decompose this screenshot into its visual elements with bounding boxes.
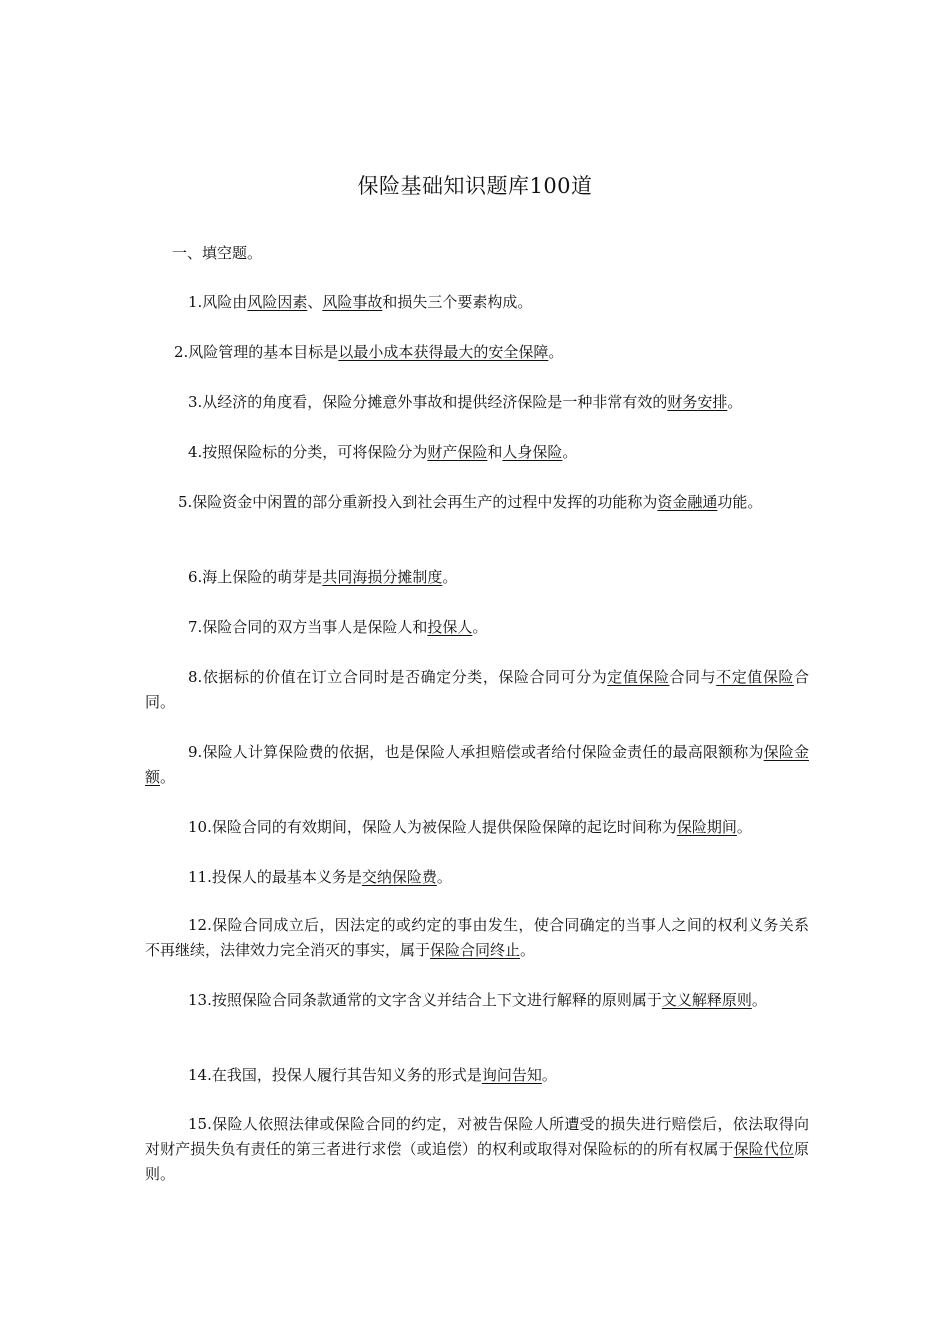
question-15: [145, 1112, 809, 1187]
question-text: 14.在我国，投保人履行其告知义务的形式是: [188, 1066, 482, 1084]
question-text: 合同与: [669, 668, 717, 686]
question-5: [145, 490, 809, 515]
question-14: [145, 1063, 809, 1088]
question-1: [145, 290, 809, 315]
question-text: 。: [541, 1066, 557, 1084]
answer-blank: 以最小成本获得最大的安全保障: [338, 343, 549, 361]
question-text: 5.保险资金中闲置的部分重新投入到社会再生产的过程中发挥的功能称为: [178, 493, 658, 511]
question-text: 13.按照保险合同条款通常的文字含义并结合上下文进行解释的原则属于: [188, 991, 662, 1009]
question-text: 和: [487, 443, 503, 461]
answer-blank: 交纳保险费: [361, 868, 437, 886]
answer-blank: 保险合同终止: [430, 941, 521, 959]
question-text: 3.从经济的角度看，保险分摊意外事故和提供经济保险是一种非常有效的: [188, 393, 668, 411]
answer-blank: 共同海损分摊制度: [322, 568, 443, 586]
question-text: 6.海上保险的萌芽是: [188, 568, 323, 586]
question-text: 15.保险人依照法律或保险合同的约定，对被告保险人所遭受的损失进行赔偿后，依法取得向对财产损失负有责任的第三者进行求偿（或追偿）的权利或取得对保险标的的所有权属于: [145, 1115, 809, 1158]
document-title: 保险基础知识题库100道: [357, 174, 593, 198]
answer-blank: 资金融通: [657, 493, 718, 511]
answer-blank: 风险事故: [322, 293, 383, 311]
question-text: 7.保险合同的双方当事人是保险人和: [188, 618, 428, 636]
question-text: 10.保险合同的有效期间，保险人为被保险人提供保险保障的起讫时间称为: [188, 818, 677, 836]
question-text: 。: [562, 443, 578, 461]
answer-blank: 保险期间: [676, 818, 737, 836]
question-text: 。: [548, 343, 564, 361]
question-text: 和损失三个要素构成。: [382, 293, 533, 311]
question-text: 原则。: [145, 1140, 809, 1183]
question-text: 8.依据标的价值在订立合同时是否确定分类，保险合同可分为: [188, 668, 608, 686]
question-10: [145, 815, 809, 840]
answer-blank: 询问告知: [481, 1066, 542, 1084]
question-text: 1.风险由: [188, 293, 248, 311]
question-3: [145, 390, 809, 415]
question-text: 。: [520, 941, 536, 959]
question-text: 。: [472, 618, 488, 636]
question-text: 。: [160, 768, 176, 786]
question-13: [145, 988, 809, 1013]
answer-blank: 不定值保险: [716, 668, 794, 686]
answer-blank: 保险金额: [145, 743, 809, 786]
question-text: 。: [751, 991, 767, 1009]
question-8: [145, 665, 809, 715]
question-text: 。: [736, 818, 752, 836]
question-text: 功能。: [717, 493, 763, 511]
question-text: 2.风险管理的基本目标是: [174, 343, 339, 361]
answer-blank: 文义解释原则: [661, 991, 752, 1009]
question-text: 。: [436, 868, 452, 886]
question-text: 4.按照保险标的分类，可将保险分为: [188, 443, 428, 461]
question-9: [145, 740, 809, 790]
question-6: [145, 565, 809, 590]
question-7: [145, 615, 809, 640]
question-2: [145, 340, 809, 365]
answer-blank: 定值保险: [607, 668, 670, 686]
question-text: 12.保险合同成立后，因法定的或约定的事由发生，使合同确定的当事人之间的权利义务关系不再继续，法律效力完全消灭的事实，属于: [145, 916, 809, 959]
question-text: 11.投保人的最基本义务是: [188, 868, 362, 886]
answer-blank: 风险因素: [247, 293, 308, 311]
question-text: 。: [727, 393, 743, 411]
question-text: 9.保险人计算保险费的依据，也是保险人承担赔偿或者给付保险金责任的最高限额称为: [188, 743, 764, 761]
answer-blank: 人身保险: [502, 443, 563, 461]
question-text: 合同。: [145, 668, 809, 711]
question-text: 。: [442, 568, 458, 586]
answer-blank: 财产保险: [427, 443, 488, 461]
question-4: [145, 440, 809, 465]
answer-blank: 财务安排: [667, 393, 728, 411]
question-12: [145, 913, 809, 963]
section-heading: 一、填空题。: [172, 244, 263, 262]
answer-blank: 保险代位: [733, 1140, 794, 1158]
answer-blank: 投保人: [427, 618, 473, 636]
question-11: [145, 865, 809, 890]
question-text: 、: [307, 293, 323, 311]
